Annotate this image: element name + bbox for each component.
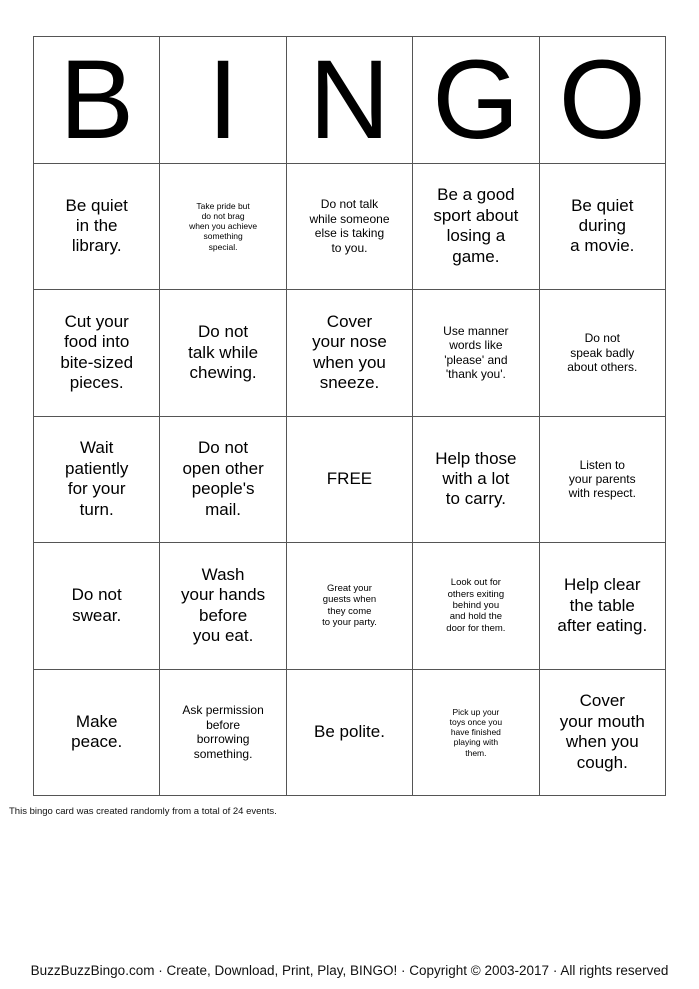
- cell-text: Be polite.: [314, 722, 385, 742]
- bingo-cell[interactable]: [413, 669, 539, 796]
- cell-text: Do not talk while chewing.: [188, 322, 259, 382]
- bingo-cell[interactable]: [413, 416, 539, 543]
- bingo-cell[interactable]: [539, 163, 665, 290]
- header-letter-g: G: [413, 37, 539, 164]
- bingo-cell[interactable]: [286, 543, 412, 670]
- footer-copyright: BuzzBuzzBingo.com · Create, Download, Print, Play, BINGO! · Copyright © 2003-2017 · All rights reserved: [30, 963, 669, 978]
- bingo-cell[interactable]: [286, 163, 412, 290]
- cell-text: Do not talk while someone else is taking to you.: [309, 197, 390, 255]
- bingo-cell[interactable]: [34, 416, 160, 543]
- cell-text: FREE: [326, 469, 373, 489]
- bingo-cell[interactable]: [539, 669, 665, 796]
- bingo-cell[interactable]: [286, 669, 412, 796]
- cell-text: Look out for others exiting behind you and hold the door for them.: [446, 577, 506, 634]
- cell-text: Ask permission before borrowing something.: [182, 703, 264, 761]
- bingo-cell[interactable]: [286, 290, 412, 417]
- cell-text: Be a good sport about losing a game.: [433, 185, 519, 266]
- bingo-cell[interactable]: [160, 669, 286, 796]
- header-letter-b: B: [34, 37, 160, 164]
- cell-text: Listen to your parents with respect.: [568, 457, 636, 501]
- bingo-cell[interactable]: [160, 163, 286, 290]
- bingo-cell[interactable]: [160, 290, 286, 417]
- cell-text: Be quiet during a movie.: [570, 195, 635, 256]
- header-letter-n: N: [286, 37, 412, 164]
- cell-text: Cover your nose when you sneeze.: [312, 311, 387, 393]
- header-letter-o: O: [539, 37, 665, 164]
- card-row: [34, 416, 666, 543]
- cell-text: Take pride but do not brag when you achieve something special.: [189, 200, 258, 252]
- cell-text: Cut your food into bite-sized pieces.: [60, 311, 134, 393]
- cell-text: Help those with a lot to carry.: [435, 448, 517, 509]
- cell-text: Wash your hands before you eat.: [181, 564, 266, 646]
- bingo-cell[interactable]: [539, 290, 665, 417]
- card-row: [34, 163, 666, 290]
- cell-text: Be quiet in the library.: [65, 195, 128, 256]
- bingo-cell[interactable]: [34, 290, 160, 417]
- header-row: [34, 37, 666, 164]
- cell-text: Wait patiently for your turn.: [65, 438, 129, 519]
- free-space-cell[interactable]: [286, 416, 412, 543]
- bingo-cell[interactable]: [539, 543, 665, 670]
- bingo-cell[interactable]: [34, 543, 160, 670]
- cell-text: Make peace.: [71, 711, 123, 752]
- cell-text: Cover your mouth when you cough.: [559, 691, 645, 772]
- card-row: [34, 669, 666, 796]
- generation-note: This bingo card was created randomly from a total of 24 events.: [9, 806, 277, 817]
- card-row: [34, 543, 666, 670]
- bingo-card: [33, 36, 666, 796]
- cell-text: Help clear the table after eating.: [557, 575, 648, 635]
- bingo-cell[interactable]: [539, 416, 665, 543]
- card-row: [34, 290, 666, 417]
- header-letter-i: I: [160, 37, 286, 164]
- cell-text: Use manner words like 'please' and 'thank you'.: [443, 323, 509, 382]
- cell-text: Great your guests when they come to your party.: [322, 582, 377, 629]
- bingo-cell[interactable]: [413, 290, 539, 417]
- cell-text: Do not open other people's mail.: [182, 438, 264, 519]
- bingo-cell[interactable]: [160, 543, 286, 670]
- bingo-cell[interactable]: [34, 163, 160, 290]
- cell-text: Pick up your toys once you have finished playing with them.: [449, 706, 503, 758]
- cell-text: Do not speak badly about others.: [567, 331, 638, 374]
- cell-text: Do not swear.: [71, 585, 122, 625]
- bingo-cell[interactable]: [160, 416, 286, 543]
- bingo-cell[interactable]: [413, 163, 539, 290]
- bingo-cell[interactable]: [34, 669, 160, 796]
- bingo-cell[interactable]: [413, 543, 539, 670]
